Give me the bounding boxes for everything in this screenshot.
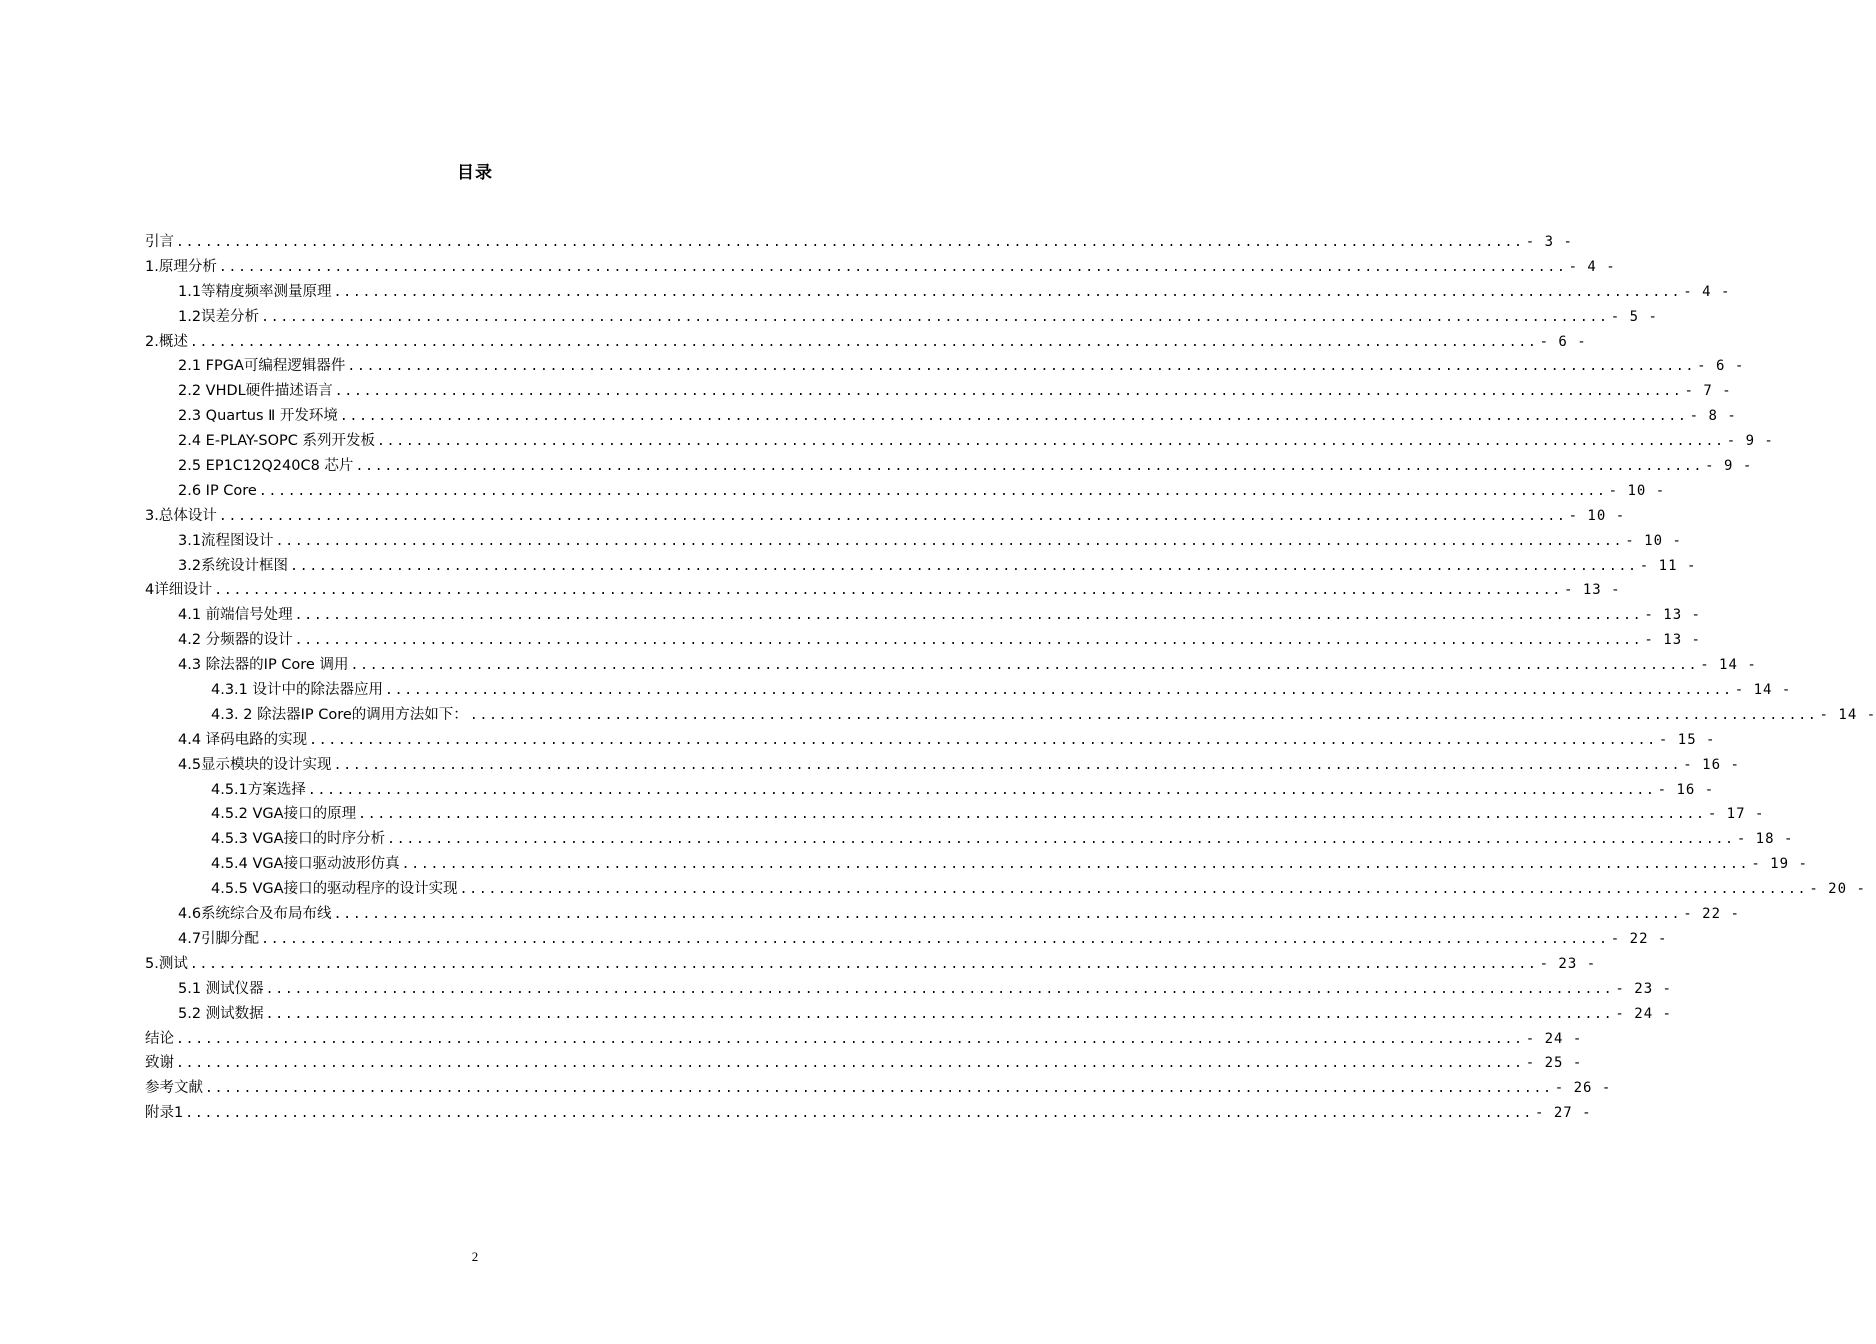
- toc-dot-leader: ............................................................................................................................................: [350, 658, 1699, 674]
- toc-entry-title: 引言: [145, 234, 174, 250]
- toc-dot-leader: ............................................................................................................................................: [218, 508, 1567, 524]
- toc-entry[interactable]: [145, 753, 1740, 778]
- toc-dot-leader: ............................................................................................................................................: [339, 409, 1688, 425]
- toc-dot-leader: ............................................................................................................................................: [294, 608, 1643, 624]
- toc-entry-title: 3.2系统设计框图: [178, 557, 289, 574]
- toc-entry[interactable]: [145, 330, 1587, 355]
- toc-entry-page: - 22 -: [1610, 930, 1668, 947]
- toc-entry-page: - 6 -: [1539, 333, 1587, 350]
- toc-entry-page: - 27 -: [1534, 1105, 1592, 1122]
- toc-entry-page: - 19 -: [1751, 856, 1808, 873]
- toc-dot-leader: ............................................................................................................................................: [176, 1031, 1524, 1047]
- toc-entry[interactable]: [145, 977, 1672, 1002]
- toc-dot-leader: ............................................................................................................................................: [469, 707, 1818, 723]
- toc-entry[interactable]: [145, 603, 1701, 628]
- toc-entry-title: 4.5显示模块的设计实现: [178, 756, 332, 773]
- toc-dot-leader: ............................................................................................................................................: [294, 633, 1643, 649]
- toc-dot-leader: ............................................................................................................................................: [401, 857, 1750, 873]
- toc-entry-page: - 10 -: [1608, 482, 1666, 499]
- toc-entry-title: 4.3 除法器的IP Core 调用: [178, 657, 349, 674]
- toc-entry-title: 5.测试: [145, 955, 188, 972]
- toc-entry-title: 4.4 译码电路的实现: [178, 731, 308, 748]
- toc-entry[interactable]: [145, 1101, 1592, 1126]
- toc-entry[interactable]: [145, 404, 1737, 429]
- toc-entry-title: 3.总体设计: [145, 507, 217, 524]
- toc-entry-page: - 26 -: [1554, 1080, 1612, 1097]
- toc-dot-leader: ............................................................................................................................................: [459, 882, 1808, 898]
- toc-entry-page: - 4 -: [1568, 258, 1616, 275]
- toc-entry-page: - 9 -: [1726, 433, 1774, 450]
- toc-dot-leader: ............................................................................................................................................: [218, 259, 1567, 275]
- toc-entry-page: - 23 -: [1615, 980, 1672, 997]
- toc-entry-page: - 17 -: [1707, 806, 1765, 823]
- toc-entry-page: - 25 -: [1525, 1055, 1583, 1072]
- toc-dot-leader: ............................................................................................................................................: [309, 732, 1657, 748]
- toc-entry-page: - 24 -: [1615, 1005, 1672, 1022]
- toc-entry-page: - 8 -: [1689, 408, 1737, 425]
- toc-entry-page: - 14 -: [1734, 682, 1792, 699]
- toc-entry-title: 1.1等精度频率测量原理: [178, 283, 332, 300]
- table-of-contents: [145, 230, 1876, 1126]
- toc-entry-title: 1.2误差分析: [178, 308, 260, 325]
- page-number: 2: [471, 1249, 479, 1264]
- toc-entry-page: - 24 -: [1525, 1030, 1583, 1047]
- toc-entry[interactable]: [145, 454, 1753, 479]
- toc-entry-page: - 23 -: [1539, 955, 1597, 972]
- toc-entry[interactable]: [145, 280, 1731, 305]
- toc-entry-title: 2.6 IP Core: [178, 482, 257, 499]
- toc-dot-leader: ............................................................................................................................................: [189, 956, 1538, 972]
- toc-dot-leader: ............................................................................................................................................: [265, 1006, 1614, 1022]
- toc-entry-page: - 16 -: [1683, 756, 1740, 773]
- toc-entry-page: - 5 -: [1610, 308, 1658, 325]
- toc-dot-leader: ............................................................................................................................................: [347, 359, 1696, 375]
- toc-entry[interactable]: [145, 578, 1621, 603]
- toc-entry-page: - 14 -: [1700, 657, 1757, 674]
- toc-entry-title: 4.2 分频器的设计: [178, 632, 293, 649]
- toc-entry-page: - 3 -: [1525, 234, 1573, 250]
- toc-entry-page: - 13 -: [1563, 582, 1621, 599]
- toc-dot-leader: ............................................................................................................................................: [333, 284, 1682, 300]
- toc-entry[interactable]: [145, 379, 1732, 404]
- toc-entry[interactable]: [145, 827, 1794, 852]
- toc-entry-title: 2.5 EP1C12Q240C8 芯片: [178, 458, 354, 475]
- toc-entry[interactable]: [145, 728, 1716, 753]
- toc-entry[interactable]: [145, 952, 1597, 977]
- toc-entry-page: - 13 -: [1644, 607, 1701, 624]
- toc-entry[interactable]: [145, 902, 1740, 927]
- toc-dot-leader: ............................................................................................................................................: [176, 235, 1524, 250]
- toc-entry-page: - 20 -: [1809, 881, 1866, 898]
- toc-entry-title: 参考文献: [145, 1080, 203, 1097]
- toc-entry-title: 4.1 前端信号处理: [178, 607, 293, 624]
- toc-entry-page: - 14 -: [1819, 706, 1876, 723]
- toc-entry[interactable]: [145, 852, 1808, 877]
- toc-entry[interactable]: [145, 802, 1765, 827]
- toc-entry[interactable]: [145, 1027, 1583, 1052]
- toc-entry[interactable]: [145, 877, 1866, 902]
- toc-dot-leader: ............................................................................................................................................: [355, 459, 1704, 475]
- toc-entry-title: 4.5.4 VGA接口驱动波形仿真: [211, 856, 400, 873]
- toc-entry-page: - 18 -: [1736, 831, 1794, 848]
- toc-dot-leader: ............................................................................................................................................: [258, 483, 1607, 499]
- toc-entry[interactable]: [145, 703, 1876, 728]
- toc-dot-leader: ............................................................................................................................................: [387, 832, 1735, 848]
- toc-dot-leader: ............................................................................................................................................: [307, 782, 1656, 798]
- toc-dot-leader: ............................................................................................................................................: [275, 533, 1624, 549]
- toc-entry-title: 4.6系统综合及布局布线: [178, 906, 332, 923]
- toc-dot-leader: ............................................................................................................................................: [376, 434, 1725, 450]
- toc-entry-title: 结论: [145, 1030, 174, 1047]
- toc-dot-leader: ............................................................................................................................................: [333, 757, 1682, 773]
- toc-dot-leader: ............................................................................................................................................: [385, 683, 1733, 699]
- toc-entry-title: 1.原理分析: [145, 258, 217, 275]
- toc-entry-page: - 7 -: [1684, 383, 1732, 400]
- toc-entry-page: - 10 -: [1625, 532, 1682, 549]
- toc-dot-leader: ............................................................................................................................................: [261, 931, 1609, 947]
- toc-dot-leader: ............................................................................................................................................: [261, 309, 1609, 325]
- toc-entry[interactable]: [145, 653, 1757, 678]
- toc-entry-title: 2.2 VHDL硬件描述语言: [178, 383, 333, 400]
- toc-entry[interactable]: [145, 255, 1616, 280]
- toc-entry-title: 4.5.5 VGA接口的驱动程序的设计实现: [211, 881, 458, 898]
- toc-entry[interactable]: [145, 479, 1666, 504]
- toc-entry-title: 2.1 FPGA可编程逻辑器件: [178, 358, 346, 375]
- toc-entry-page: - 15 -: [1658, 731, 1716, 748]
- toc-entry-title: 2.4 E-PLAY-SOPC 系列开发板: [178, 433, 375, 450]
- toc-entry-page: - 6 -: [1697, 358, 1745, 375]
- toc-entry-title: 4.5.3 VGA接口的时序分析: [211, 831, 386, 848]
- toc-entry-page: - 11 -: [1639, 557, 1697, 574]
- toc-entry[interactable]: [145, 529, 1682, 554]
- toc-dot-leader: ............................................................................................................................................: [185, 1106, 1533, 1122]
- toc-entry-page: - 4 -: [1683, 283, 1731, 300]
- toc-entry-title: 4详细设计: [145, 582, 213, 599]
- toc-entry[interactable]: [145, 778, 1715, 803]
- toc-dot-leader: ............................................................................................................................................: [189, 334, 1538, 350]
- toc-entry-title: 4.3. 2 除法器IP Core的调用方法如下：: [211, 706, 468, 723]
- toc-entry-title: 4.3.1 设计中的除法器应用: [211, 682, 384, 699]
- toc-entry-title: 5.2 测试数据: [178, 1005, 264, 1022]
- toc-dot-leader: ............................................................................................................................................: [265, 981, 1614, 997]
- toc-entry-title: 2.概述: [145, 333, 188, 350]
- toc-entry-page: - 10 -: [1568, 507, 1626, 524]
- toc-entry-title: 4.7引脚分配: [178, 930, 260, 947]
- toc-entry-title: 致谢: [145, 1055, 174, 1072]
- toc-entry-title: 3.1流程图设计: [178, 532, 274, 549]
- toc-entry[interactable]: [145, 678, 1792, 703]
- toc-entry[interactable]: [145, 504, 1626, 529]
- toc-dot-leader: ............................................................................................................................................: [214, 583, 1562, 599]
- toc-entry-page: - 22 -: [1683, 906, 1740, 923]
- toc-entry[interactable]: [145, 230, 1573, 255]
- toc-entry[interactable]: [145, 1051, 1583, 1076]
- toc-entry[interactable]: [145, 354, 1745, 379]
- toc-entry-page: - 13 -: [1644, 632, 1701, 649]
- toc-dot-leader: ............................................................................................................................................: [358, 807, 1706, 823]
- toc-entry[interactable]: [145, 628, 1701, 653]
- toc-dot-leader: ............................................................................................................................................: [334, 384, 1683, 400]
- toc-entry-title: 2.3 Quartus Ⅱ 开发环境: [178, 408, 338, 425]
- toc-entry-title: 4.5.1方案选择: [211, 781, 306, 798]
- toc-entry[interactable]: [145, 554, 1697, 579]
- toc-entry[interactable]: [145, 1076, 1612, 1101]
- toc-dot-leader: ............................................................................................................................................: [176, 1056, 1524, 1072]
- page-title: 目录: [457, 163, 493, 183]
- toc-entry-title: 4.5.2 VGA接口的原理: [211, 806, 357, 823]
- toc-entry-page: - 9 -: [1705, 458, 1753, 475]
- toc-entry[interactable]: [145, 429, 1774, 454]
- toc-entry-title: 附录1: [145, 1105, 184, 1122]
- toc-entry[interactable]: [145, 1002, 1672, 1027]
- toc-entry[interactable]: [145, 305, 1658, 330]
- toc-dot-leader: ............................................................................................................................................: [333, 907, 1682, 923]
- toc-dot-leader: ............................................................................................................................................: [290, 558, 1638, 574]
- toc-entry[interactable]: [145, 927, 1668, 952]
- toc-entry-page: - 16 -: [1657, 781, 1715, 798]
- toc-entry-title: 5.1 测试仪器: [178, 980, 264, 997]
- toc-dot-leader: ............................................................................................................................................: [205, 1081, 1553, 1097]
